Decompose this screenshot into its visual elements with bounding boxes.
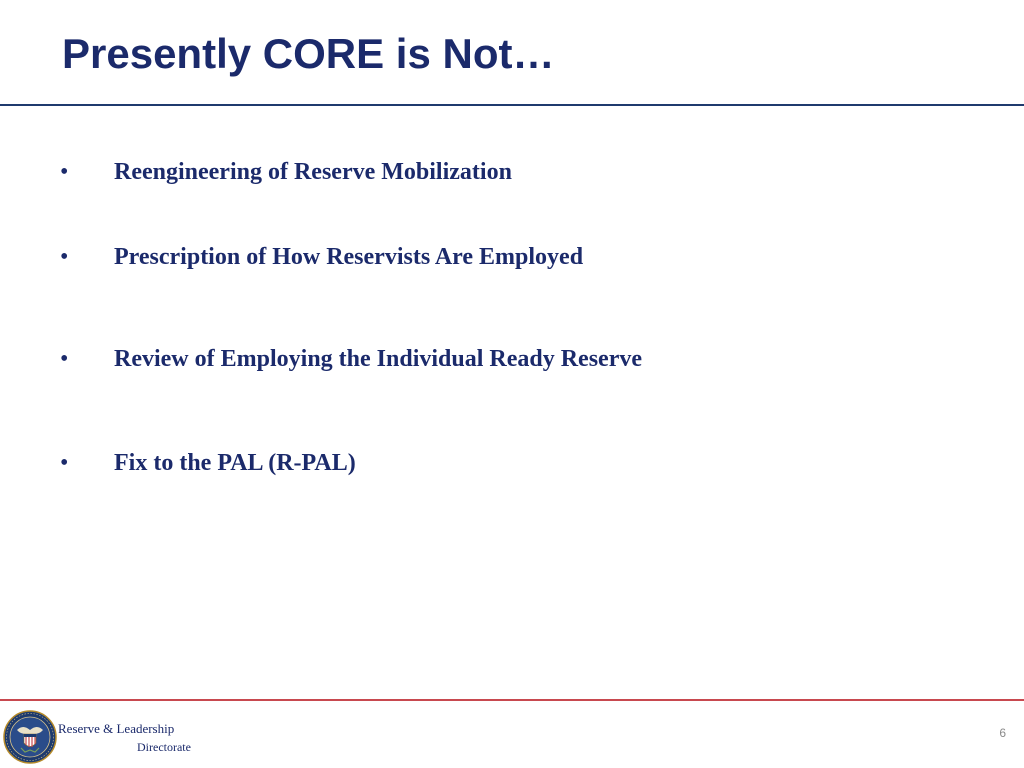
bullet-marker: • [60, 159, 69, 185]
bullet-marker: • [60, 244, 69, 270]
department-seal-icon [3, 710, 57, 764]
org-name-line2: Directorate [137, 740, 191, 754]
bullet-text: Fix to the PAL (R-PAL) [114, 450, 356, 476]
bullet-marker: • [60, 450, 69, 476]
bullet-text: Prescription of How Reservists Are Employed [114, 244, 584, 270]
bullet-marker: • [60, 346, 69, 372]
slide-title: Presently CORE is Not… [62, 30, 555, 77]
page-number: 6 [999, 726, 1006, 740]
bullet-text: Review of Employing the Individual Ready Reserve [114, 346, 642, 372]
footer-divider [0, 699, 1024, 701]
bullet-text: Reengineering of Reserve Mobilization [114, 159, 512, 185]
org-name-line1: Reserve & Leadership [58, 721, 175, 736]
title-divider [0, 104, 1024, 106]
